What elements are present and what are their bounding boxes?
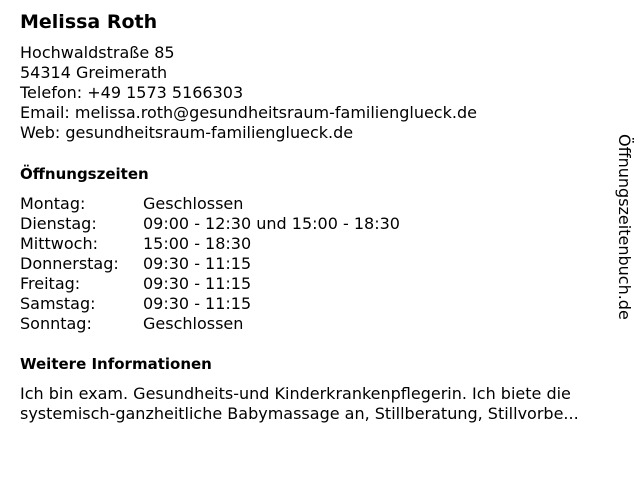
description-line: systemisch-ganzheitliche Babymassage an, Stillberatung, Stillvorbe... [20, 404, 579, 423]
description-line: Ich bin exam. Gesundheits-und Kinderkrankenpflegerin. Ich biete die [20, 384, 571, 403]
time-value: 09:00 - 12:30 und 15:00 - 18:30 [143, 214, 400, 233]
time-value: 09:30 - 11:15 [143, 254, 252, 273]
day-label: Mittwoch: [20, 234, 98, 253]
time-value: Geschlossen [143, 194, 244, 213]
further-info-heading: Weitere Informationen [20, 355, 212, 373]
city-address: 54314 Greimerath [20, 63, 168, 82]
day-label: Dienstag: [20, 214, 97, 233]
opening-hours-heading: Öffnungszeiten [20, 165, 149, 183]
email-address: Email: melissa.roth@gesundheitsraum-familienglueck.de [20, 103, 477, 122]
street-address: Hochwaldstraße 85 [20, 43, 175, 62]
time-value: 15:00 - 18:30 [143, 234, 252, 253]
business-name: Melissa Roth [20, 11, 158, 33]
website: Web: gesundheitsraum-familienglueck.de [20, 123, 354, 142]
time-value: 09:30 - 11:15 [143, 294, 252, 313]
day-label: Montag: [20, 194, 86, 213]
brand-watermark: Öffnungszeitenbuch.de [615, 134, 634, 320]
phone-number: Telefon: +49 1573 5166303 [20, 83, 244, 102]
day-label: Donnerstag: [20, 254, 119, 273]
contact-block [20, 43, 477, 143]
time-value: Geschlossen [143, 314, 244, 333]
description-text [20, 384, 630, 424]
day-label: Samstag: [20, 294, 96, 313]
day-label: Freitag: [20, 274, 81, 293]
day-label: Sonntag: [20, 314, 92, 333]
time-value: 09:30 - 11:15 [143, 274, 252, 293]
